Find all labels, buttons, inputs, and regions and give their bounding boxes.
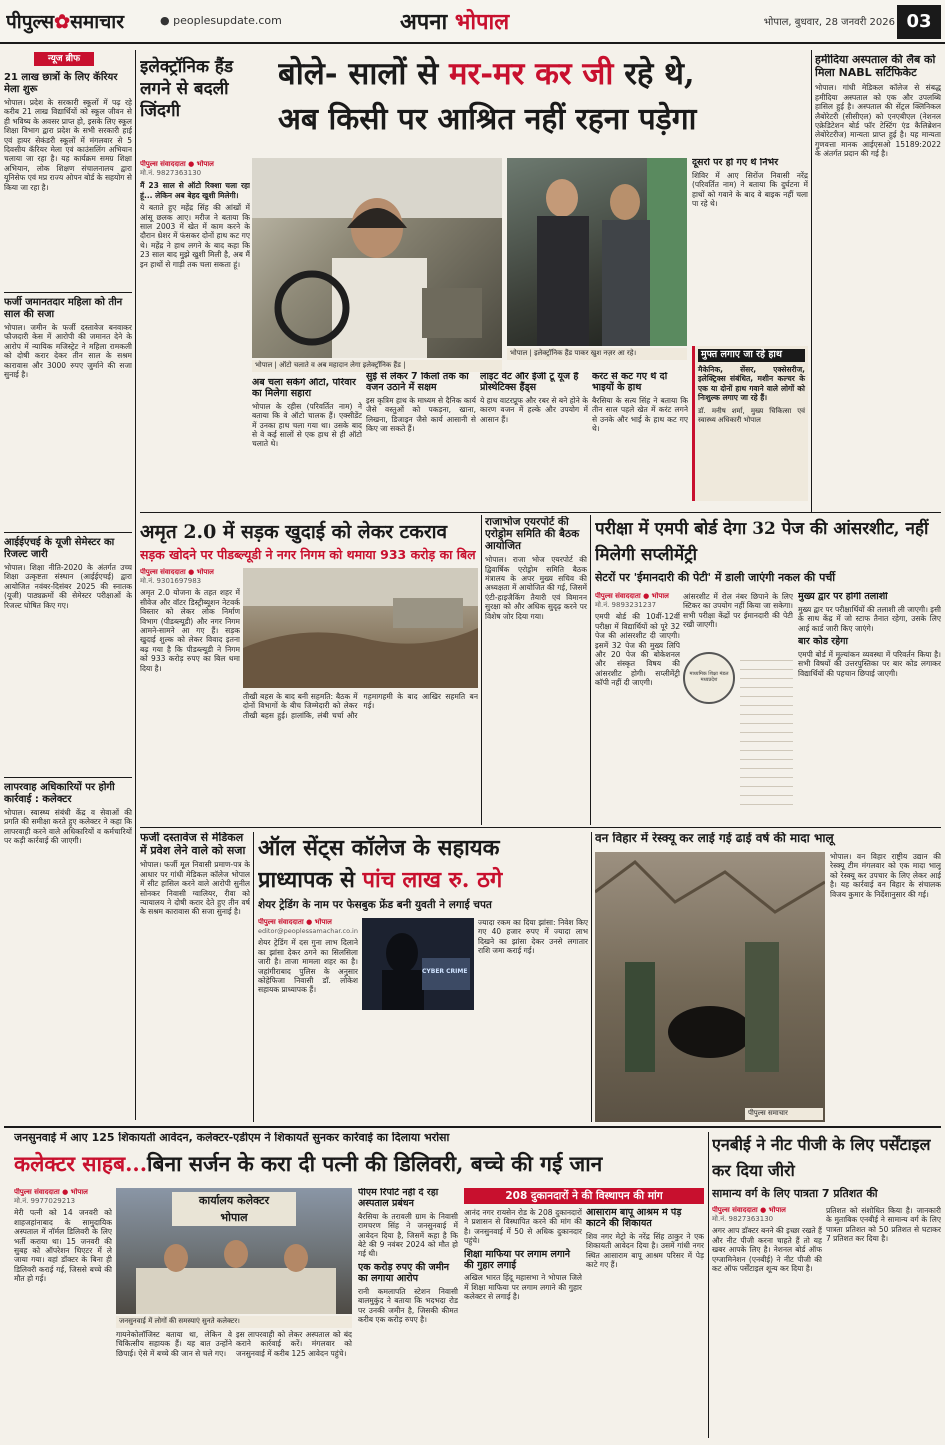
exam-subtitle: सेटरों पर 'ईमानदारी की पेटी' में डाली जाएंगी नकल की पर्ची bbox=[595, 571, 836, 584]
lead-sub3 bbox=[480, 372, 588, 508]
bear-body-column bbox=[830, 852, 941, 1122]
brief-body: भोपाल। प्रदेश के सरकारी स्कूलों में पढ़ रहे करीब 21 लाख विद्यार्थियों को स्कूल जीवन से ही भविष्य के अवसर प्राप्त हो, इसके लिए स्कूल शिक्षा विभाग द्वारा प्रदेश के सभी सरकारी हाई एवं हायर सेकंडरी स्कूलों में मंगलवार से 5 दिवसीय कॅरियर मेला एवं काउंसलिंग अभियान चलाया जा रहा है। यह कार्यक्रम समग्र शिक्षा अभियान, लोक शिक्षण संचालनालय द्वारा यूनिसेफ एवं मप्र राज्य ओपन बोर्ड के सहयोग से किया जा रहा है। bbox=[4, 98, 132, 192]
sub-heading: लाइट वेट और ईजी टू यूज है प्रोस्थेटिक्स हैंड्स bbox=[480, 372, 579, 393]
sub-body: भोपाल के रहीस (परिवर्तित नाम) ने बताया कि वे ऑटो चालक हैं। एक्सीडेंट में उनका हाथ चला गया था। उसके बाद से वे कई सालों से एक हाथ से ही ऑटो चलाते थे। bbox=[252, 401, 362, 449]
seal-text: माध्यमिक शिक्षा मंडल मध्यप्रदेश bbox=[689, 671, 729, 683]
collector-hearing-photo bbox=[116, 1188, 352, 1314]
reporter-mobile: मो.नं. 9827363130 bbox=[712, 1215, 774, 1223]
sub-body: एमपी बोर्ड में मूल्यांकन व्यवस्था में परिवर्तन किया है। सभी विषयों की उत्तरपुस्तिका पर बार कोड लगाकर विद्यार्थियों की पहचान छिपाई जाएगी। bbox=[798, 650, 941, 678]
lead-sub2 bbox=[366, 372, 476, 508]
road-dig-illustration bbox=[243, 568, 478, 688]
newspaper-logo: पीपुल्स✿समाचार bbox=[6, 11, 124, 33]
sub-body: बैरसिया के तरावली ग्राम के निवासी रामचरण सिंह ने जनसुनवाई में आवेदन दिया है, जिसमें कहा है कि बेटे की 9 नवंबर 2024 को मौत हो गई थी। bbox=[358, 1211, 458, 1259]
amrut-body: अमृत 2.0 योजना के तहत शहर में सीवेज और वॉटर डिस्ट्रीब्यूशन नेटवर्क विस्तार को लेकर लोक निर्माण विभाग (पीडब्ल्यूडी) और नगर निगम आमने-सामने आ गए हैं। सड़क खुदाई शुल्क को लेकर विवाद इतना बढ़ गया है कि पीडब्ल्यूडी ने निगम को 933 करोड़ रुपए का बिल थमा दिया है। bbox=[140, 588, 240, 673]
column-divider bbox=[811, 50, 812, 512]
brief-title: लापरवाह अधिकारियों पर होगी कार्रवाई : कलेक्टर bbox=[4, 782, 115, 805]
neet-subtitle: सामान्य वर्ग के लिए पात्रता 7 प्रतिशत की bbox=[712, 1187, 878, 1200]
column-divider bbox=[708, 1132, 709, 1438]
auto-driver-illustration bbox=[252, 158, 502, 358]
lead-headline-line1: बोले- सालों से मर-मर कर जी रहे थे, bbox=[278, 56, 695, 92]
amrut-title: अमृत 2.0 में सड़क खुदाई को लेकर टकराव bbox=[140, 521, 448, 543]
collector-col2b bbox=[236, 1330, 352, 1438]
byline: पीपुल्स संवाददाता ● भोपाल bbox=[258, 918, 332, 926]
sub-body: शिव नगर मेट्रो के नरेंद्र सिंह ठाकुर ने एक शिकायती आवेदन दिया है। उसमें गांधी नगर स्थित आसाराम बापू आश्रम परिसर में पेड़ काटे गए हैं। bbox=[586, 1231, 704, 1270]
box-credit: डॉ. मनीष शर्मा, मुख्य चिकित्सा एवं स्वास्थ्य अधिकारी भोपाल bbox=[698, 406, 805, 424]
collector-col2 bbox=[116, 1330, 232, 1438]
board-seal bbox=[683, 652, 735, 704]
amrut-subtitle: सड़क खोदने पर पीडब्ल्यूडी ने नगर निगम को थमाया 933 करोड़ का बिल bbox=[140, 547, 476, 562]
image-label: CYBER CRIME bbox=[422, 968, 468, 975]
sub-heading: अब चला सकेंगे ऑटो, परिवार का मिलेगा सहारा bbox=[252, 378, 356, 399]
box-body: मैकेनिक, सेंसर, एक्सेसरीज, इलेक्ट्रिक्स संबंधित, मशीन कल्चर के एक या दोनों हाथ गवाने वाले लोगों को निःशुल्क लगाए जा रहे हैं। bbox=[698, 364, 805, 403]
neet-col2 bbox=[826, 1206, 941, 1438]
collector-col5 bbox=[586, 1208, 704, 1438]
collector-kicker: जनसुनवाई में आए 125 शिकायती आवेदन, कलेक्टर-एडीएम ने शिकायतें सुनकर कार्रवाई का दिलाया भरोसा bbox=[14, 1132, 450, 1144]
amrut-body2: तीखी बहस के बाद बनी सहमति: बैठक में दोनों विभागों के बीच जिम्मेदारी को लेकर तीखी बहस हुई। हालांकि, लंबी चर्चा और गहमागहमी के बाद आखिर सहमति बन गई। bbox=[243, 692, 478, 720]
neet-body: अगर आप डॉक्टर बनने की इच्छा रखते हैं और नीट पीजी करना चाहते हैं तो यह खबर आपके लिए है। नेशनल बोर्ड ऑफ एग्जामिनेशन (एनबीई) ने नीट पीजी की कट ऑफ पर्सेंटाइल शून्य कर दिया है। bbox=[712, 1226, 822, 1274]
news-brief-column bbox=[4, 52, 132, 1140]
sub-heading: दूसरों पर हो गए थे निर्भर bbox=[692, 158, 779, 168]
column-divider bbox=[590, 515, 591, 825]
column-divider bbox=[591, 832, 592, 1122]
column-divider bbox=[253, 832, 254, 1122]
brief-body: भोपाल। स्वास्थ्य संबंधी केंद्र व सेवाओं की प्रगति की समीक्षा करते हुए कलेक्टर ने कहा कि लापरवाही करने वाले अधिकारियों व कर्मचारियों पर कड़ी कार्रवाई की जाएगी। bbox=[4, 808, 132, 846]
sub-heading: शिक्षा माफिया पर लगाम लगाने की गुहार लगाई bbox=[464, 1248, 571, 1271]
column-divider bbox=[135, 50, 136, 1120]
photo-caption: जनसुनवाई में लोगों की समस्याएं सुनते कलेक्टर। bbox=[116, 1316, 352, 1328]
exam-title: परीक्षा में एमपी बोर्ड देगा 32 पेज की आंसरशीट, नहीं मिलेगी सप्लीमेंट्री bbox=[595, 519, 929, 565]
college-body: शेयर ट्रेडिंग में दस गुना लाभ दिलाने का झांसा देकर ठगने का सिलसिला जारी है। ताजा मामला शहर का है। जहांगीराबाद पुलिस के अनुसार कोहेफिजा निवासी डॉ. लोकेश सहायक प्राध्यापक हैं। bbox=[258, 938, 358, 995]
sub-body: मुख्य द्वार पर परीक्षार्थियों की तलाशी ली जाएगी। इसी के साथ केंद्र में जो स्टाफ तैनात रहेगा, उसके लिए आई कार्ड जारी किए जाएंगे। bbox=[798, 604, 941, 633]
sub-body: इस कृत्रिम हाथ के माध्यम से दैनिक कार्य जैसे वस्तुओं को पकड़ना, खाना, लिखना, डिजाइन जैसे कार्य आसानी से किए जा सकते हैं। bbox=[366, 395, 476, 434]
byline: पीपुल्स संवाददाता ● भोपाल bbox=[140, 160, 214, 168]
brief-title: 21 लाख छात्रों के लिए कॅरियर मेला शुरू bbox=[4, 72, 118, 95]
reporter-mobile: मो.नं. 9893231237 bbox=[595, 601, 657, 609]
sub-body: अखिल भारत हिंदू महासभा ने भोपाल जिले में शिक्षा माफिया पर लगाम लगाने की गुहार कलेक्टर से लगाई है। bbox=[464, 1273, 582, 1302]
lead-quote: मैं 23 साल से ऑटो रिक्शा चला रहा हूं... लेकिन अब बेहद खुशी मिलेगी। bbox=[140, 181, 250, 200]
story-title: हमीदिया अस्पताल की लैब को मिला NABL सर्टिफिकेट bbox=[815, 54, 936, 79]
section-divider bbox=[140, 512, 941, 513]
sub-body: बैरसिया के सत्य सिंह ने बताया कि तीन साल पहले खेत में करंट लगने से उनके और भाई के हाथ कट गए थे। bbox=[592, 395, 688, 434]
office-sign: कार्यालय कलेक्टर भोपाल bbox=[172, 1192, 296, 1226]
lead-headline-line2: अब किसी पर आश्रित नहीं रहना पड़ेगा bbox=[278, 102, 697, 137]
sub-heading: मुख्य द्वार पर होगी तलाशी bbox=[798, 592, 888, 602]
sub-heading: आसाराम बापू आश्रम में पेड़ काटने की शिकायत bbox=[586, 1208, 682, 1229]
brief-body: भोपाल। जमीन के फर्जी दस्तावेज बनवाकर फौजदारी केस में आरोपी की जमानत देने के आरोप में न्यायिक मजिस्ट्रेट ने महिला रामकली को दोषी करार देकर तीन साल के सश्रम कारावास और 3000 रुपए जुर्माने की सजा सुनाई है। bbox=[4, 323, 132, 380]
college-subtitle: शेयर ट्रेडिंग के नाम पर फेसबुक फ्रेंड बनी युवती ने लगाई चपत bbox=[258, 899, 492, 911]
patients-illustration bbox=[507, 158, 687, 346]
patients-photo bbox=[507, 158, 687, 346]
story-body: भोपाल। फर्जी मूल निवासी प्रमाण-पत्र के आधार पर गांधी मेडिकल कॉलेज भोपाल में सीट हासिल करने वाले आरोपी सुनील सोनकर निवासी ग्वालियर, रीवा को न्यायालय ने दोषी करार देते हुए तीन वर्ष के सश्रम कारावास की सजा सुनाई है। bbox=[140, 860, 250, 917]
exam-col1 bbox=[595, 592, 680, 822]
exam-body: एमपी बोर्ड की 10वीं-12वीं परीक्षा में विद्यार्थियों को पूरे 32 पेज की आंसरशीट दी जाएगी। इसमें 32 पेज की मुख्य लिपि और 20 पेज की बोकेशनल और संस्कृत विषय की आंसरशीट होगी। सप्लीमेंट्री कॉपी नहीं दी जाएगी। bbox=[595, 612, 680, 688]
box-title: मुफ्त लगाए जा रहे हाथ bbox=[698, 349, 805, 362]
dateline: भोपाल, बुधवार, 28 जनवरी 2026 bbox=[763, 17, 895, 28]
neet-body2: प्रतिशत को संशोधित किया है। जानकारी के मुताबिक एनबीई ने सामान्य वर्ग के लिए पात्रता प्रतिशत को 50 प्रतिशत से घटाकर 7 प्रतिशत कर दिया है। bbox=[826, 1206, 941, 1244]
byline: पीपुल्स संवाददाता ● भोपाल bbox=[595, 592, 669, 600]
brief-body: भोपाल। शिक्षा नीति-2020 के अंतर्गत उच्च शिक्षा उत्कृष्टता संस्थान (आईईएचई) द्वारा आयोजित नवंबर-दिसंबर 2025 की स्नातक (यूजी) पाठ्यक्रमों की सेमेस्टर परीक्षाओं के रिजल्ट घोषित किए गए। bbox=[4, 563, 132, 610]
neet-col1 bbox=[712, 1206, 822, 1438]
news-brief-label: न्यूज ब्रीफ bbox=[34, 52, 94, 66]
exam-col3 bbox=[798, 592, 941, 822]
collector-title: कलेक्टर साहब...बिना सर्जन के करा दी पत्नी की डिलिवरी, बच्चे की गई जान bbox=[14, 1151, 603, 1176]
sub-heading: करंट से कट गए थे दो भाइयों के हाथ bbox=[592, 372, 668, 393]
section-title: अपना भोपाल bbox=[400, 9, 510, 35]
college-col1 bbox=[258, 918, 358, 1118]
college-body2: ज्यादा रकम का दिया झांसा: निवेश किए गए 40 हजार रुपए में ज्यादा लाभ दिखने का झांसा देकर उनसे लगातार राशि जमा कराई गई। bbox=[478, 918, 588, 956]
page-number: 03 bbox=[897, 5, 941, 39]
collector-col3 bbox=[358, 1188, 458, 1438]
college-col3 bbox=[478, 918, 588, 1118]
neet-title: एनबीई ने नीट पीजी के लिए पर्सेंटाइल कर दिया जीरो bbox=[712, 1135, 931, 1180]
college-title-line1: ऑल सेंट्स कॉलेज के सहायक bbox=[258, 835, 500, 861]
road-dig-photo bbox=[243, 568, 478, 688]
amrut-col2 bbox=[243, 692, 478, 818]
photo-credit: पीपुल्स समाचार bbox=[745, 1108, 823, 1120]
lead-body: ये बताते हुए महेंद्र सिंह की आंखों में आंसू छलक आए। मरीज ने बताया कि साल 2003 में खेत में काम करने के दौरान थ्रेशर में फंसकर दोनों हाथ कट गए थे। महेंद्र ने हाथ लगने के बाद कहा कि 23 साल बाद मुझे खुशी मिली है, अब मैं इन हाथों से गाड़ी तक चला सकता हूं। bbox=[140, 203, 250, 269]
shopkeepers-ribbon: 208 दुकानदारों ने की विस्थापन की मांग bbox=[464, 1188, 704, 1204]
story-title: राजाभोज एयरपोर्ट की एरोड्रोम समिति की बैठक आयोजित bbox=[485, 516, 580, 553]
column-divider bbox=[481, 515, 482, 825]
bear-rescue-illustration bbox=[595, 852, 825, 1122]
website-url[interactable]: ● peoplesupdate.com bbox=[160, 14, 282, 27]
sub-heading: बार कोड रहेगा bbox=[798, 636, 848, 648]
byline: पीपुल्स संवाददाता ● भोपाल bbox=[140, 568, 214, 576]
free-hands-box bbox=[692, 346, 808, 501]
story-body: भोपाल। राजा भोज एयरपोर्ट की द्विवार्षिक एरोड्रोम समिति बैठक मंत्रालय के अपर मुख्य सचिव की अध्यक्षता में आयोजित की गई, जिसमें एंटी-हाइजैकिंग तैयारी एवं विमानन सुरक्षा को और अधिक सुदृढ़ करने पर विशेष जोर दिया गया। bbox=[485, 555, 587, 621]
lead-kicker: इलेक्ट्रॉनिक हैंड लगने से बदली जिंदगी bbox=[140, 57, 234, 122]
sub-heading: पीएम रिपोर्ट नहीं दे रहा अस्पताल प्रबंधन bbox=[358, 1188, 439, 1209]
reporter-mobile: मो.नं. 9301697983 bbox=[140, 577, 202, 585]
airport-story bbox=[485, 516, 587, 821]
sub-heading: सुई से लेकर 7 किलो तक का वजन उठाने में सक्षम bbox=[366, 372, 469, 393]
masthead bbox=[0, 0, 945, 44]
sub-body: आनंद नगर रायसेन रोड के 208 दुकानदारों ने प्रशासन से विस्थापित करने की मांग की है। जनसुनवाई में 50 से अधिक दुकानदार पहुंचे। bbox=[464, 1208, 582, 1246]
lead-sub4 bbox=[592, 372, 688, 508]
collector-body-mid2: इस लापरवाही को लेकर अस्पताल को बंद कराने कार्रवाई करें। मंगलवार को जनसुनवाई में करीब 125 आवेदन पहुंचे। bbox=[236, 1330, 352, 1358]
collector-col1 bbox=[14, 1188, 112, 1438]
auto-driver-photo bbox=[252, 158, 502, 358]
hacker-illustration bbox=[362, 918, 474, 1010]
reporter-email[interactable]: editor@peoplessamachar.co.in bbox=[258, 927, 358, 935]
reporter-mobile: मो.नं. 9977029213 bbox=[14, 1197, 76, 1205]
exam-col2-bottom bbox=[740, 652, 793, 822]
lead-right-column bbox=[692, 158, 808, 346]
story-title: फर्जी दस्तावेज से मेडिकल में प्रवेश लेने वाले को सजा bbox=[140, 832, 246, 857]
college-title-line2: प्राध्यापक से पांच लाख रु. ठगे bbox=[258, 867, 503, 893]
hamidia-story bbox=[815, 54, 941, 506]
sub-heading: एक करोड़ रुपए की जमीन का लगाया आरोप bbox=[358, 1261, 450, 1284]
photo-caption: भोपाल | ऑटो चलाते व अब महादान लेगा इलेक्ट्रॉनिक हैंड | bbox=[252, 360, 502, 372]
exam-body2: आंसरशीट में रोल नंबर छिपाने के लिए स्टिकर का उपयोग नहीं किया जा सकेगा। सभी परीक्षा केंद्रों पर ईमानदारी की पेटी रखी जाएगी। bbox=[683, 592, 793, 630]
reporter-mobile: मो.नं. 9827363130 bbox=[140, 169, 202, 177]
lead-sub1 bbox=[252, 378, 362, 508]
story-body: भोपाल। गांधी मेडिकल कॉलेज से संबद्ध हमीदिया अस्पताल को एक और उपलब्धि हासिल हुई है। अस्पताल की सेंट्रल क्लिनिकल लैबोरेटरी (सीसीएल) को एनएबीएल (नेशनल एक्रेडिटेशन बोर्ड फॉर टेस्टिंग एंड कैलिब्रेशन लेबोरेटरीज) मान्यता प्राप्त हुई है। यह मान्यता गुणवत्ता मानक आईएसओ 15189:2022 के अंतर्गत प्रदान की गई है। bbox=[815, 83, 941, 159]
exam-col2-top bbox=[683, 592, 793, 652]
collector-body-mid: गायनेकोलॉजिस्ट बताया था, लेकिन वे चिकित्सीय सहायक हैं। यह बात उन्होंने छिपाई। ऐसे में बच्चे की जान से चले गए। bbox=[116, 1330, 232, 1358]
bear-title: वन विहार में रेस्क्यू कर लाई गई ढाई वर्ष की मादा भालू bbox=[595, 832, 834, 845]
bear-rescue-photo bbox=[595, 852, 825, 1122]
brief-title: फर्जी जमानतदार महिला को तीन साल की सजा bbox=[4, 297, 123, 320]
section-divider bbox=[4, 1126, 941, 1128]
section-divider bbox=[140, 827, 941, 828]
sub-body: ये हाथ वाटरप्रूफ और रबर से बने होने के कारण वजन में हल्के और उपयोग में आसान हैं। bbox=[480, 395, 588, 424]
sub-body: रानी कमलापति स्टेशन निवासी बालमुकुंद ने बताया कि भदभदा रोड पर उनकी जमीन है, जिसकी कीमत करीब एक करोड़ रुपए है। bbox=[358, 1286, 458, 1324]
sub-body: शिविर में आए सिरोंज निवासी नरेंद्र (परिवर्तित नाम) ने बताया कि दुर्घटना में हाथों को गवाने के बाद वे बाइक नहीं चला पा रहे थे। bbox=[692, 170, 808, 209]
brief-title: आईईएचई के यूजी सेमेस्टर का रिजल्ट जारी bbox=[4, 537, 115, 560]
cyber-crime-image bbox=[362, 918, 474, 1010]
byline: पीपुल्स संवाददाता ● भोपाल bbox=[14, 1188, 88, 1196]
byline: पीपुल्स संवाददाता ● भोपाल bbox=[712, 1206, 786, 1214]
photo-caption: भोपाल | इलेक्ट्रॉनिक हैंड पाकर खुश नज़र आ रहे। bbox=[507, 348, 687, 360]
collector-col4 bbox=[464, 1208, 582, 1438]
lead-intro bbox=[140, 160, 250, 500]
amrut-col1 bbox=[140, 568, 240, 818]
bear-body: भोपाल। वन विहार राष्ट्रीय उद्यान की रेस्क्यू टीम मंगलवार को एक मादा भालू को रेस्क्यू कर उपचार के लिए लेकर आई है। यह कार्रवाई वन विहार के संचालक विजय कुमार के निर्देशानुसार की गई। bbox=[830, 852, 941, 899]
documents-story bbox=[140, 832, 250, 1122]
collector-body: मेरी पत्नी को 14 जनवरी को शाहजहांनाबाद के सामुदायिक अस्पताल में नॉर्मल डिलिवरी के लिए भर्ती कराया था। 15 जनवरी की सुबह को ऑपरेशन थिएटर में ले जाया गया। वहां डॉक्टर के बिना ही डिलिवरी कराई गई, जिससे बच्चे की मौत हो गई। bbox=[14, 1208, 112, 1284]
